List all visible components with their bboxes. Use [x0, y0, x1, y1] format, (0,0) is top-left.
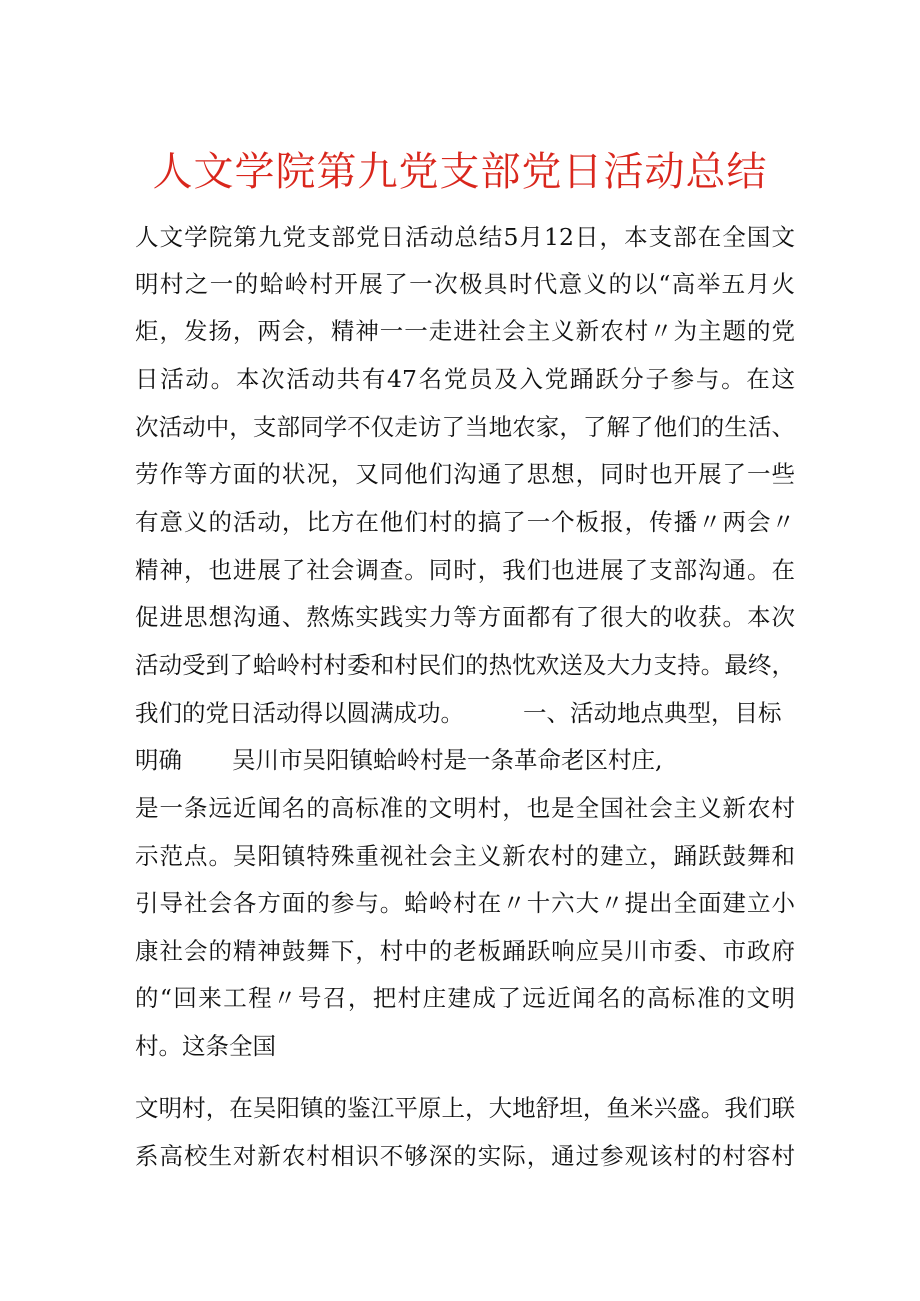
body-line: 系高校生对新农村相识不够深的实际，通过参观该村的村容村: [135, 1142, 795, 1170]
section-heading-end: 明确: [135, 746, 182, 774]
body-line: 村。这条全国: [135, 1032, 276, 1060]
body-line: 康社会的精神鼓舞下，村中的老板踊跃响应吴川市委、市政府: [135, 937, 795, 965]
body-line: 吴川市吴阳镇蛤岭村是一条革命老区村庄,: [232, 746, 663, 774]
body-line: 精神，也进展了社会调查。同时，我们也进展了支部沟通。在: [135, 556, 795, 584]
document-title: 人文学院第九党支部党日活动总结: [152, 149, 768, 195]
body-line: 明村之一的蛤岭村开展了一次极具时代意义的以“高举五月火: [135, 270, 795, 298]
body-line: 示范点。吴阳镇特殊重视社会主义新农村的建立，踊跃鼓舞和: [135, 842, 795, 870]
body-line: 日活动。本次活动共有47名党员及入党踊跃分子参与。在这: [135, 365, 795, 393]
body-line: 的“回来工程〃号召，把村庄建成了远近闻名的高标准的文明: [135, 984, 795, 1012]
body-line: 次活动中，支部同学不仅走访了当地农家，了解了他们的生活、: [135, 413, 795, 441]
body-line: 是一条远近闻名的高标准的文明村，也是全国社会主义新农村: [135, 794, 795, 822]
body-line: 有意义的活动，比方在他们村的搞了一个板报，传播〃两会〃: [135, 508, 795, 536]
section-heading: 一、活动地点典型，目标: [523, 699, 782, 727]
body-line: 劳作等方面的状况，又同他们沟通了思想，同时也开展了一些: [135, 460, 795, 488]
body-line: 人文学院第九党支部党日活动总结5月12日，本支部在全国文: [135, 223, 795, 251]
body-line: 促进思想沟通、熬炼实践实力等方面都有了很大的收获。本次: [135, 603, 795, 631]
body-line: 活动受到了蛤岭村村委和村民们的热忱欢送及大力支持。最终，: [135, 651, 795, 679]
body-line: 炬，发扬，两会，精神一一走进社会主义新农村〃为主题的党: [135, 317, 795, 345]
body-line: 我们的党日活动得以圆满成功。: [135, 699, 464, 727]
body-line: 引导社会各方面的参与。蛤岭村在〃十六大〃提出全面建立小: [135, 889, 795, 917]
body-line: 文明村，在吴阳镇的鉴江平原上，大地舒坦，鱼米兴盛。我们联: [135, 1094, 795, 1122]
